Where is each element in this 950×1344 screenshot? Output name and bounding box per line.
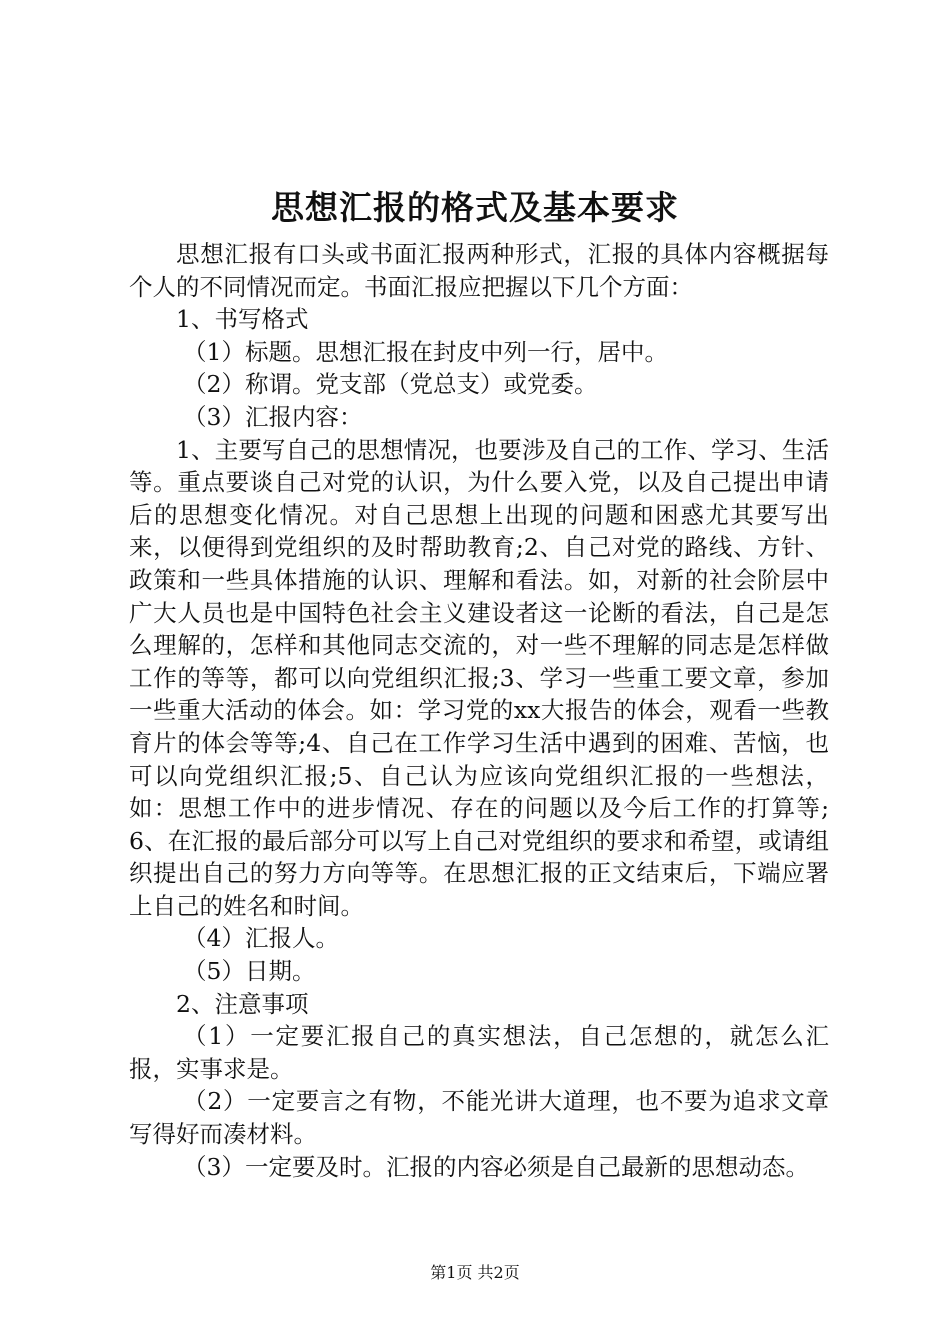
content-detail-paragraph: 1、主要写自己的思想情况，也要涉及自己的工作、学习、生活等。重点要谈自己对党的认识，为什么要入党，以及自己提出申请后的思想变化情况。对自己思想上出现的问题和困惑尤其要写出来，以便得到党组织的及时帮助教育;2、自己对党的路线、方针、政策和一些具体措施的认识、理解和看法。如，对新的社会阶层中广大人员也是中国特色社会主义建设者这一论断的看法，自己是怎么理解的，怎样和其他同志交流的，对一些不理解的同志是怎样做工作的等等，都可以向党组织汇报;3、学习一些重工要文章，参加一些重大活动的体会。如：学习党的xx大报告的体会，观看一些教育片的体会等等;4、自己在工作学习生活中遇到的困难、苦恼，也可以向党组织汇报;5、自己认为应该向党组织汇报的一些想法，如：思想工作中的进步情况、存在的问题以及今后工作的打算等;6、在汇报的最后部分可以写上自己对党组织的要求和希望，或请组织提出自己的努力方向等等。在思想汇报的正文结束后，下端应署上自己的姓名和时间。 xyxy=(129,435,829,920)
document-body xyxy=(129,238,829,1183)
format-item-salutation: （2）称谓。党支部（党总支）或党委。 xyxy=(183,370,598,399)
intro-paragraph: 思想汇报有口头或书面汇报两种形式，汇报的具体内容概据每个人的不同情况而定。书面汇报应把握以下几个方面： xyxy=(129,240,829,301)
section-heading-notes: 2、注意事项 xyxy=(176,989,309,1018)
page-footer: 第1页 共2页 xyxy=(430,1263,520,1282)
format-item-content: （3）汇报内容： xyxy=(183,402,363,431)
note-item-3: （3）一定要及时。汇报的内容必须是自己最新的思想动态。 xyxy=(183,1152,809,1181)
format-item-reporter: （4）汇报人。 xyxy=(183,924,339,953)
format-item-title: （1）标题。思想汇报在封皮中列一行，居中。 xyxy=(183,337,668,366)
note-item-2: （2）一定要言之有物，不能光讲大道理，也不要为追求文章写得好而凑材料。 xyxy=(129,1087,829,1149)
note-item-1: （1）一定要汇报自己的真实想法，自己怎想的，就怎么汇报，实事求是。 xyxy=(129,1022,829,1083)
section-heading-format: 1、书写格式 xyxy=(176,305,309,334)
document-title: 思想汇报的格式及基本要求 xyxy=(271,188,679,227)
format-item-date: （5）日期。 xyxy=(183,957,316,986)
